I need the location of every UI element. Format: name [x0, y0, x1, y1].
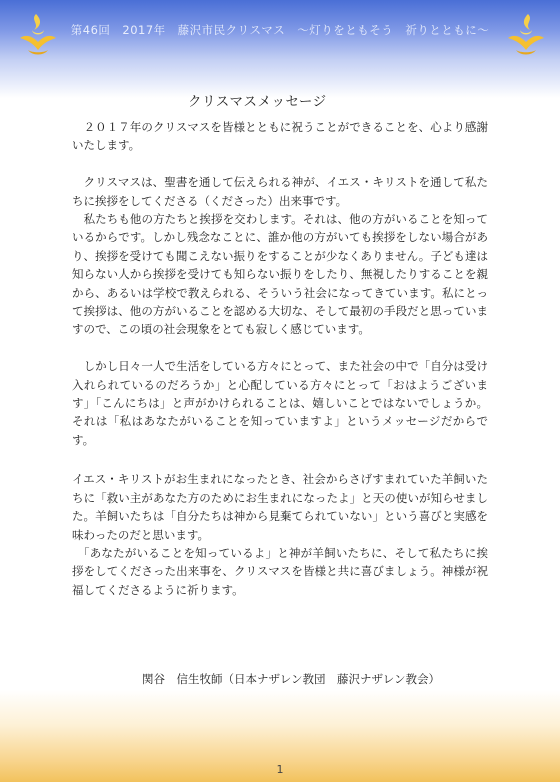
paragraph: イエス・キリストがお生まれになったとき、社会からさげすまれていた羊飼いたちに「救い主があなた方のためにお生まれになったよ」と天の使いが知らせました。羊飼いたちは「自分たちは神から見棄てられていない」という喜びと実感を味わったのだと思います。: [72, 472, 488, 542]
paragraph: しかし日々一人で生活をしている方々にとって、また社会の中で「自分は受け入れられているのだろうか」と心配している方々にとって「おはようございます」「こんにちは」と声がかけられることは、嬉しいことではないでしょうか。それは「私はあなたがいることを知っていますよ」というメッセージだからです。: [72, 359, 488, 447]
dove-flame-icon: [504, 10, 548, 62]
header-title: 第46回 2017年 藤沢市民クリスマス ～灯りをともそう 祈りとともに～: [70, 23, 490, 37]
signature: 関谷 信生牧師（日本ナザレン教団 藤沢ナザレン教会）: [142, 672, 440, 686]
page-number: 1: [276, 763, 284, 776]
paragraph: ２０１７年のクリスマスを皆様とともに祝うことができることを、心より感謝いたします。: [72, 120, 488, 153]
paragraph: 「あなたがいることを知っているよ」と神が羊飼いたちに、そして私たちに挨拶をしてくださった出来事を、クリスマスを皆様と共に喜びましょう。神様が祝福してくださるように祈ります。: [72, 545, 488, 597]
paragraph: クリスマスは、聖書を通して伝えられる神が、イエス・キリストを通して私たちに挨拶をしてくださる（くださった）出来事です。: [72, 175, 488, 208]
paragraph: 私たちも他の方たちと挨拶を交わします。それは、他の方がいることを知っているからです。しかし残念なことに、誰か他の方がいても挨拶をしない場合があり、挨拶を受けても聞こえない振りをすることが少なくありません。子ども達は知らない人から挨拶を受けても知らない振りをしたり、無視したりすることを親から、あるいは学校で教えられる、そういう社会になってきています。私にとって挨拶は、他の方がいることを認める大切な、そして最初の手段だと思っていますので、この頃の社会現象をとても寂しく感じています。: [72, 212, 488, 337]
message-body: [72, 118, 488, 599]
document-title: クリスマスメッセージ: [188, 94, 327, 110]
